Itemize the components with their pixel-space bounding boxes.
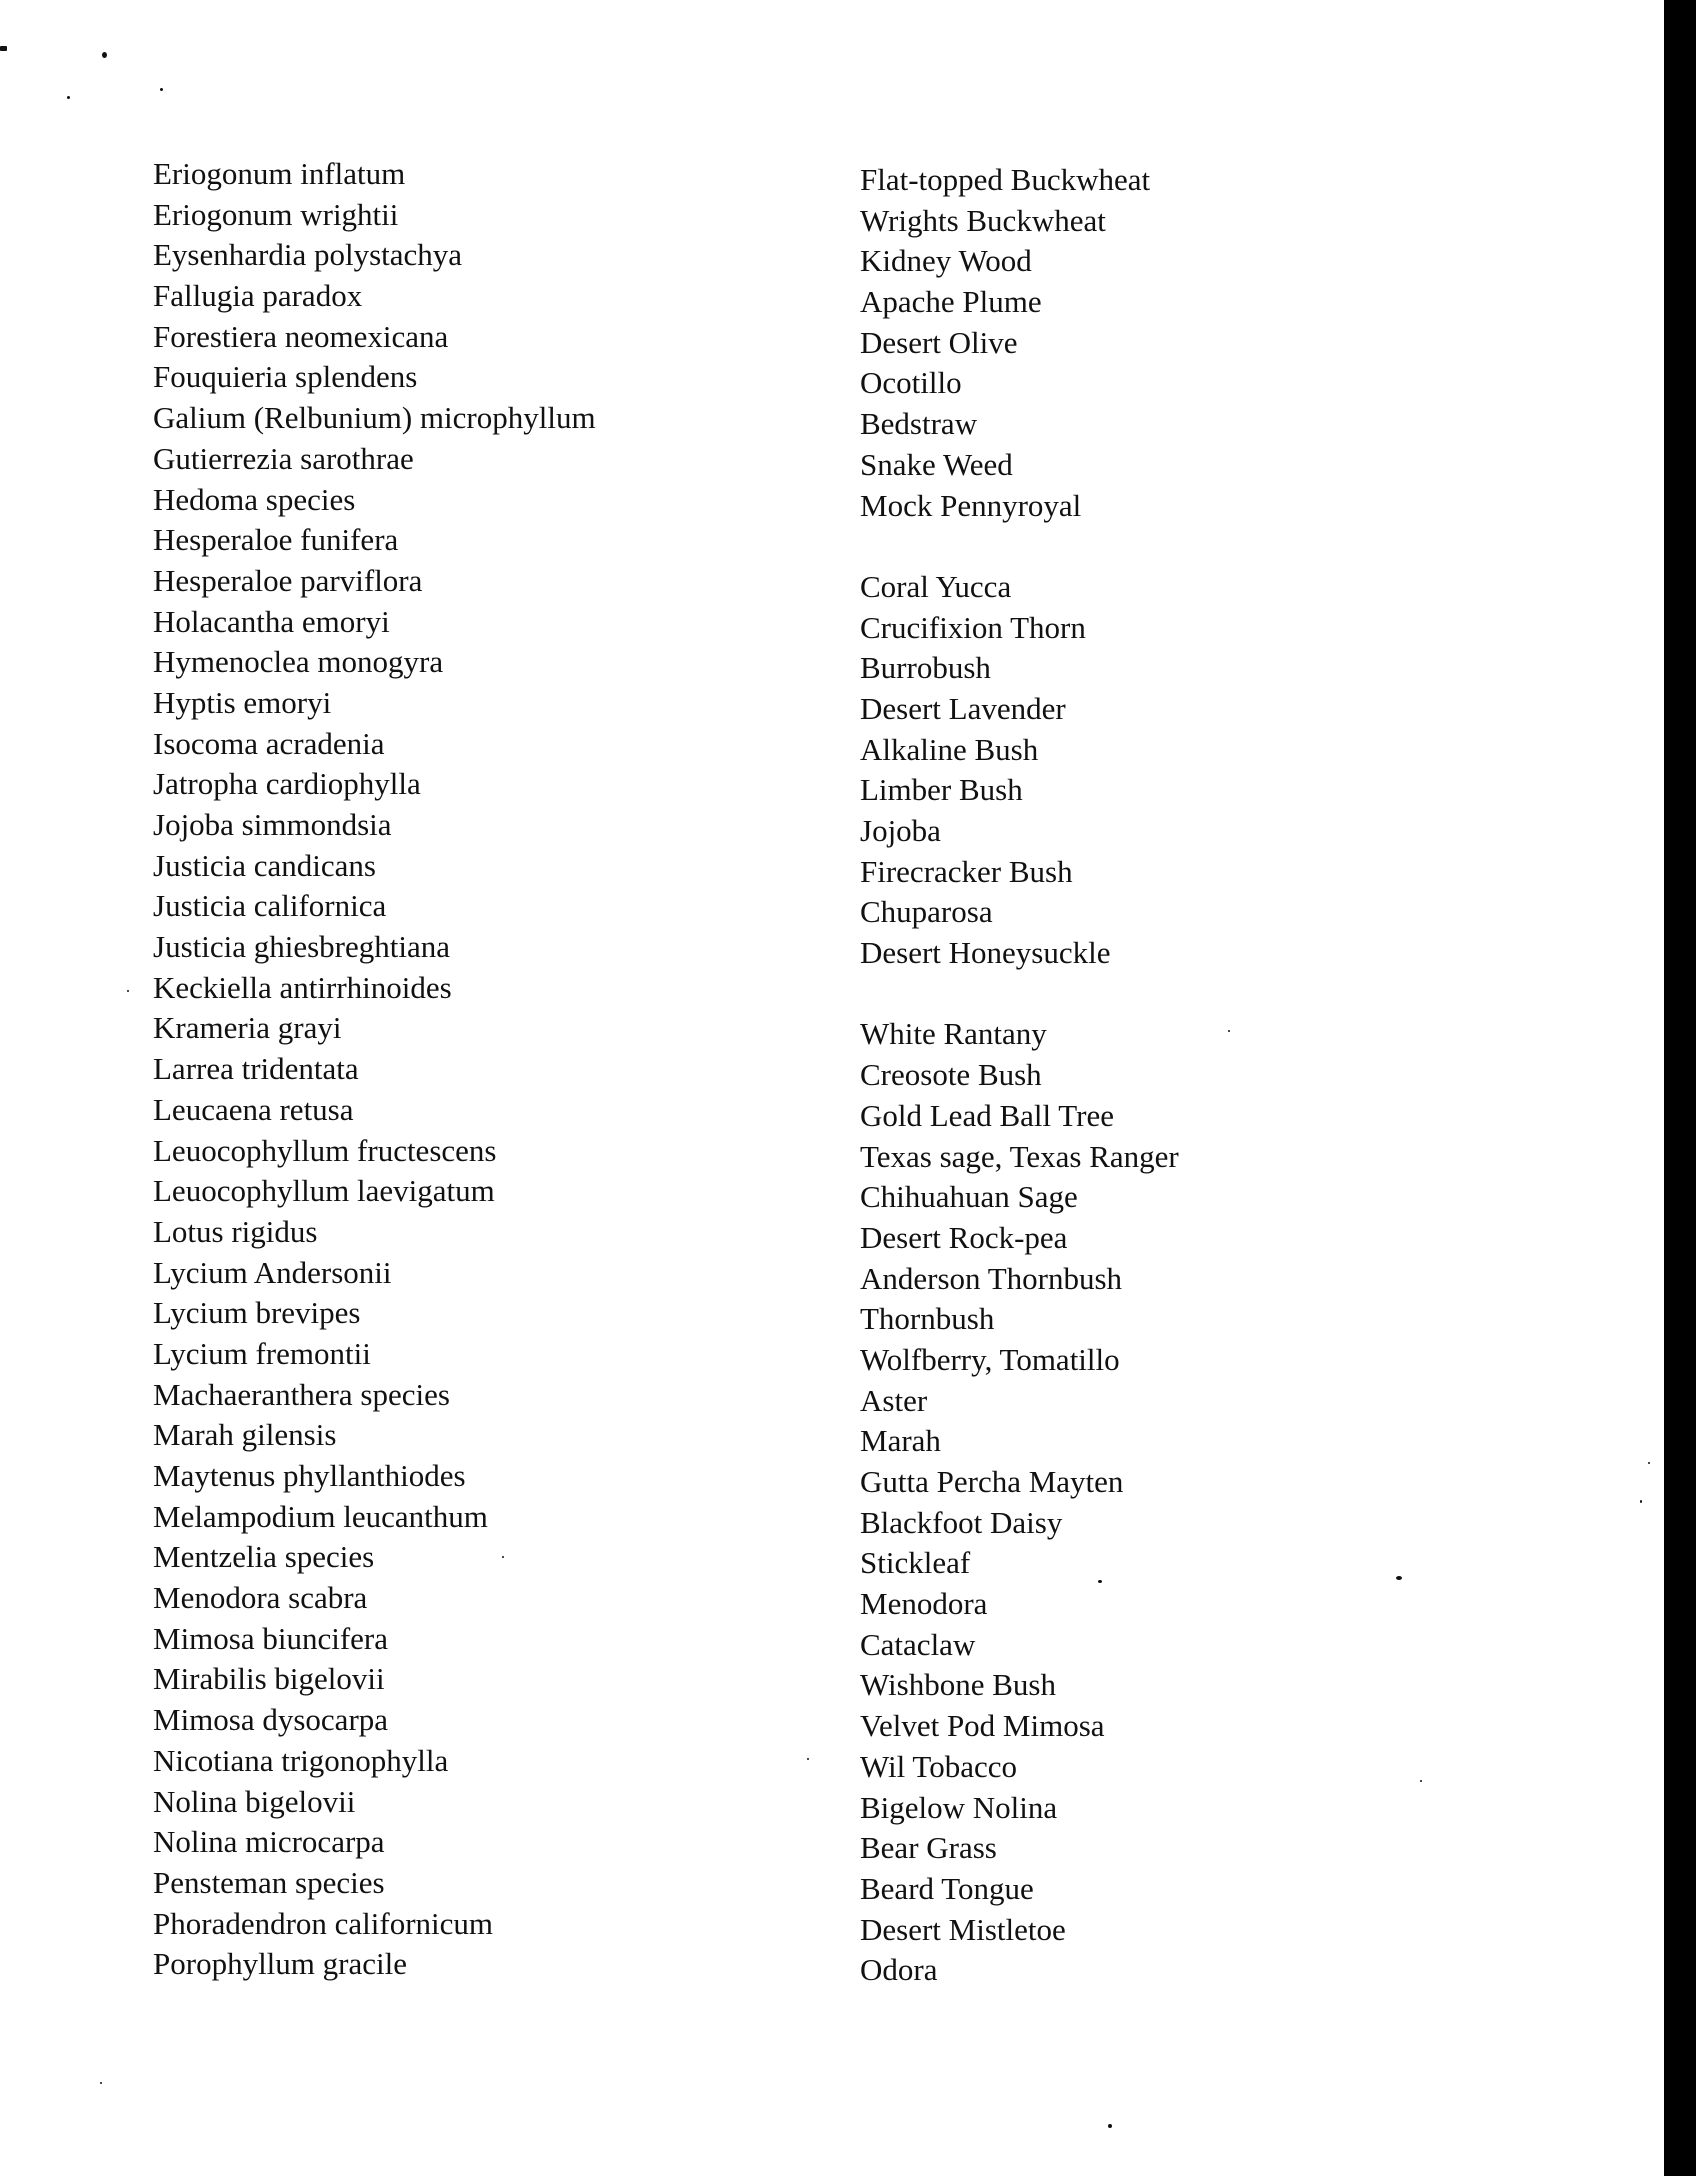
scientific-name: Porophyllum gracile: [153, 1946, 407, 1982]
common-name: Desert Honeysuckle: [860, 935, 1111, 971]
common-name: Ocotillo: [860, 365, 962, 401]
scientific-name: Hymenoclea monogyra: [153, 644, 444, 680]
common-name: Snake Weed: [860, 446, 1013, 482]
common-name: Velvet Pod Mimosa: [860, 1708, 1105, 1744]
scientific-name: Krameria grayi: [153, 1010, 342, 1046]
common-name: Bear Grass: [860, 1830, 997, 1866]
common-name: Creosote Bush: [860, 1057, 1042, 1093]
scientific-name: Eriogonum wrightii: [153, 196, 399, 232]
common-name: Marah: [860, 1423, 941, 1459]
scan-speck: [100, 2082, 102, 2084]
scientific-name: Pensteman species: [153, 1864, 385, 1900]
common-name: [860, 526, 1560, 567]
scientific-name: Mimosa biuncifera: [153, 1620, 389, 1656]
scientific-name: Justicia californica: [153, 888, 387, 924]
scientific-name: Justicia ghiesbreghtiana: [153, 929, 450, 965]
scientific-name: Machaeranthera species: [153, 1376, 450, 1412]
scientific-name: Isocoma acradenia: [153, 725, 385, 761]
common-name: Menodora: [860, 1586, 988, 1622]
scientific-name-column: [153, 154, 853, 1985]
scan-speck: [0, 46, 7, 51]
scientific-name: Gutierrezia sarothrae: [153, 440, 414, 476]
common-name: [860, 974, 1560, 1015]
scientific-name: Nolina microcarpa: [153, 1824, 385, 1860]
common-name: Burrobush: [860, 650, 991, 686]
common-name: Firecracker Bush: [860, 853, 1073, 889]
scientific-name: Leuocophyllum laevigatum: [153, 1173, 495, 1209]
scientific-name: Jatropha cardiophylla: [153, 766, 421, 802]
scientific-name: Hedoma species: [153, 481, 356, 517]
common-name: Desert Rock-pea: [860, 1219, 1068, 1255]
scientific-name: Leucaena retusa: [153, 1091, 354, 1127]
scientific-name: Leuocophyllum fructescens: [153, 1132, 497, 1168]
scientific-name: Larrea tridentata: [153, 1051, 359, 1087]
common-name: Wolfberry, Tomatillo: [860, 1341, 1120, 1377]
common-name: White Rantany: [860, 1016, 1047, 1052]
common-name: Thornbush: [860, 1301, 995, 1337]
common-name: Anderson Thornbush: [860, 1260, 1123, 1296]
common-name: Aster: [860, 1382, 928, 1418]
scientific-name: Lycium fremontii: [153, 1335, 371, 1371]
common-name: Chuparosa: [860, 894, 993, 930]
scientific-name: Hyptis emoryi: [153, 684, 332, 720]
scientific-name: Holacantha emoryi: [153, 603, 390, 639]
common-name: Alkaline Bush: [860, 731, 1039, 767]
common-name-column: [860, 160, 1560, 1991]
scientific-name: Fouquieria splendens: [153, 359, 418, 395]
common-name: Texas sage, Texas Ranger: [860, 1138, 1179, 1174]
common-name: Mock Pennyroyal: [860, 487, 1082, 523]
common-name: Chihuahuan Sage: [860, 1179, 1078, 1215]
scientific-name: Phoradendron californicum: [153, 1905, 494, 1941]
scientific-name: Menodora scabra: [153, 1580, 368, 1616]
common-name: Odora: [860, 1952, 938, 1988]
scientific-name: Lycium Andersonii: [153, 1254, 392, 1290]
common-name: Desert Olive: [860, 324, 1018, 360]
scientific-name: Maytenus phyllanthiodes: [153, 1458, 466, 1493]
scan-speck: [67, 96, 70, 99]
scan-speck: [1640, 1500, 1642, 1503]
scientific-name: Mirabilis bigelovii: [153, 1661, 385, 1697]
scan-border: [1664, 0, 1696, 2176]
scientific-name: Lotus rigidus: [153, 1213, 318, 1249]
common-name: Desert Lavender: [860, 690, 1066, 726]
scan-speck: [102, 52, 107, 58]
scientific-name: Marah gilensis: [153, 1417, 337, 1453]
scientific-name: Nolina bigelovii: [153, 1783, 356, 1819]
scientific-name: Justicia candicans: [153, 847, 376, 883]
scan-speck: [160, 88, 163, 91]
scientific-name: Forestiera neomexicana: [153, 318, 449, 354]
scientific-name: Jojoba simmondsia: [153, 807, 392, 842]
scientific-name: Keckiella antirrhinoides: [153, 969, 452, 1005]
scientific-name: Fallugia paradox: [153, 278, 363, 314]
common-name: Jojoba: [860, 813, 941, 848]
common-name: Crucifixion Thorn: [860, 609, 1086, 645]
common-name: Wrights Buckwheat: [860, 202, 1106, 238]
scan-speck: [1108, 2124, 1112, 2128]
scientific-name: Hesperaloe funifera: [153, 522, 399, 558]
common-name: Bedstraw: [860, 406, 978, 442]
scan-speck: [127, 990, 129, 992]
common-name: Limber Bush: [860, 772, 1023, 808]
scientific-name: Lycium brevipes: [153, 1295, 361, 1331]
scan-speck: [1648, 1462, 1650, 1464]
common-name: Apache Plume: [860, 284, 1042, 320]
common-name: Wil Tobacco: [860, 1748, 1017, 1784]
common-name: Gutta Percha Mayten: [860, 1464, 1124, 1499]
scientific-name: Melampodium leucanthum: [153, 1498, 488, 1534]
scientific-name: Mentzelia species: [153, 1539, 375, 1575]
scientific-name: Hesperaloe parviflora: [153, 562, 423, 598]
scientific-name: Eysenhardia polystachya: [153, 237, 463, 273]
common-name: Cataclaw: [860, 1626, 976, 1662]
common-name: Blackfoot Daisy: [860, 1504, 1063, 1540]
common-name: Beard Tongue: [860, 1870, 1034, 1906]
common-name: Wishbone Bush: [860, 1667, 1056, 1703]
common-name: Gold Lead Ball Tree: [860, 1097, 1114, 1133]
scientific-name: Nicotiana trigonophylla: [153, 1742, 449, 1778]
scientific-name: Mimosa dysocarpa: [153, 1702, 389, 1738]
common-name: Desert Mistletoe: [860, 1911, 1066, 1947]
common-name: Stickleaf: [860, 1545, 971, 1581]
common-name: Coral Yucca: [860, 568, 1012, 604]
common-name: Kidney Wood: [860, 243, 1032, 279]
common-name: Flat-topped Buckwheat: [860, 162, 1151, 197]
scientific-name: Galium (Relbunium) microphyllum: [153, 400, 596, 436]
scientific-name: Eriogonum inflatum: [153, 156, 406, 191]
common-name: Bigelow Nolina: [860, 1789, 1058, 1825]
